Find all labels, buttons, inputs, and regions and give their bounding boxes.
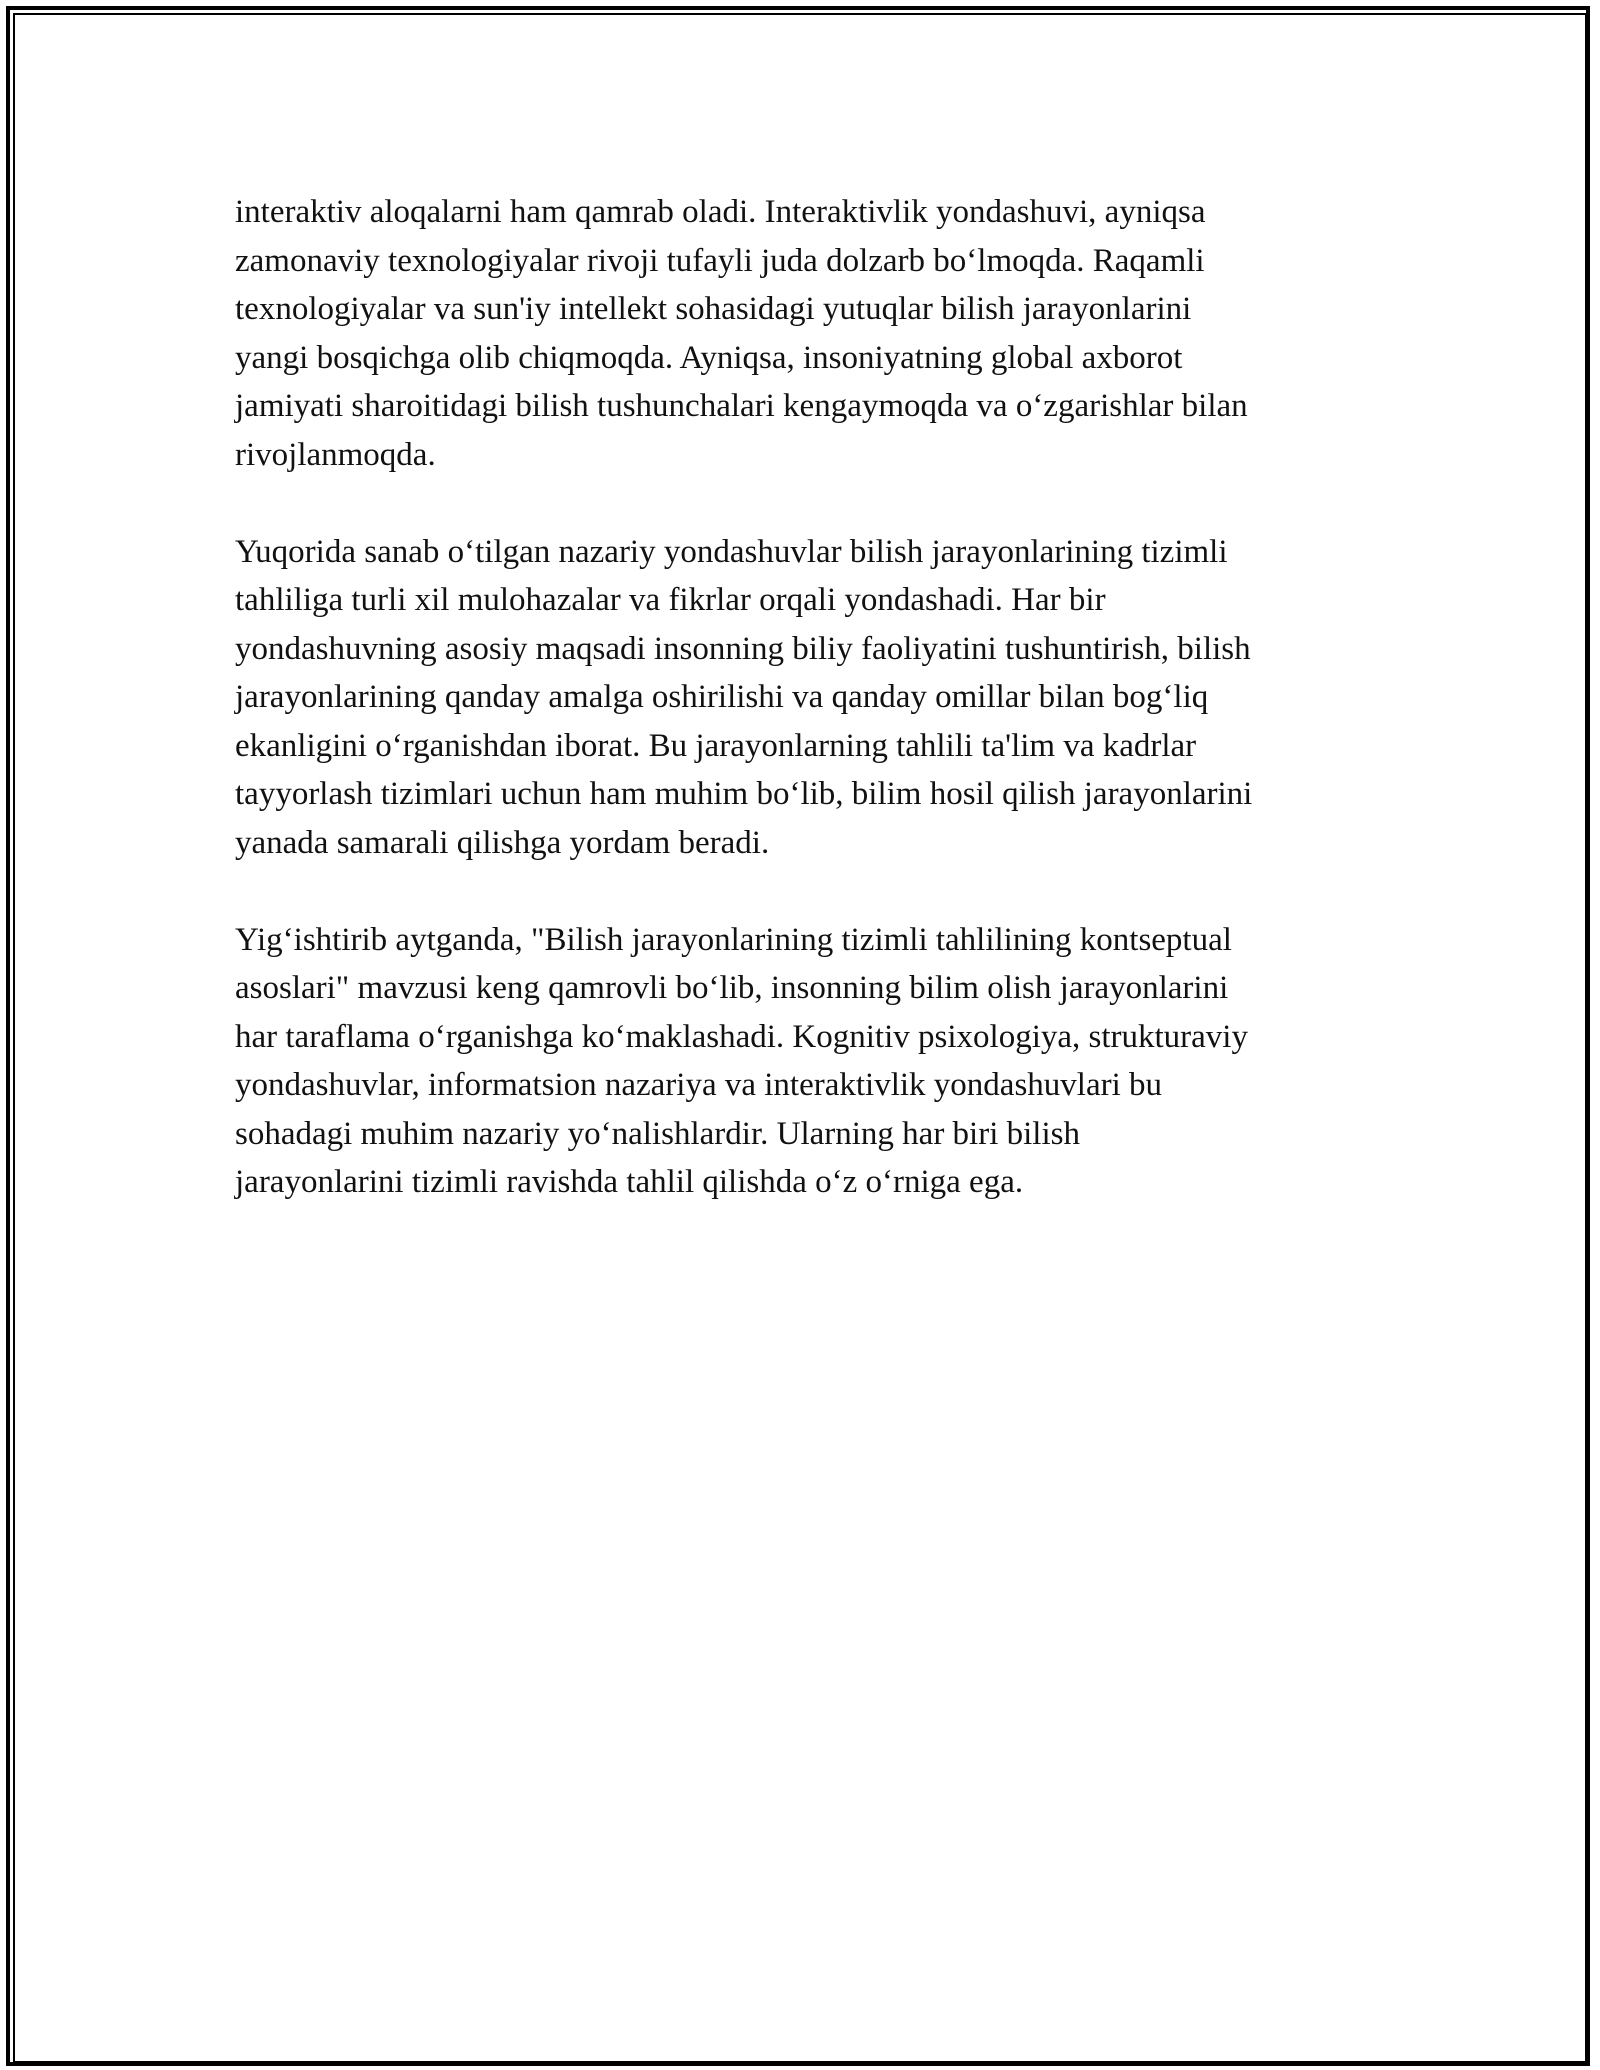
- text-line: rivojlanmoqda.: [235, 436, 436, 473]
- text-line: yanada samarali qilishga yordam beradi.: [235, 824, 770, 861]
- text-line: jamiyati sharoitidagi bilish tushunchalari kengaymoqda va o‘zgarishlar bilan: [235, 388, 1248, 424]
- text-line: Yig‘ishtirib aytganda, "Bilish jarayonlarining tizimli tahlilining kontseptual: [235, 921, 1232, 958]
- text-line: har taraflama o‘rganishga ko‘maklashadi. Kognitiv psixologiya, strukturaviy: [235, 1018, 1248, 1055]
- text-line: Yuqorida sanab o‘tilgan nazariy yondashuvlar bilish jarayonlarining tizimli: [235, 533, 1228, 570]
- paragraph-3: [235, 916, 1375, 1207]
- text-line: tayyorlash tizimlari uchun ham muhim bo‘lib, bilim hosil qilish jarayonlarini: [235, 776, 1253, 812]
- text-line: yondashuvning asosiy maqsadi insonning biliy faoliyatini tushuntirish, bilish: [235, 630, 1251, 667]
- paragraph-spacer: [235, 867, 1375, 916]
- text-line: yangi bosqichga olib chiqmoqda. Ayniqsa, insoniyatning global axborot: [235, 339, 1183, 376]
- paragraph-1: [235, 188, 1375, 479]
- text-line: yondashuvlar, informatsion nazariya va interaktivlik yondashuvlari bu: [235, 1067, 1163, 1103]
- text-line: asoslari" mavzusi keng qamrovli bo‘lib, insonning bilim olish jarayonlarini: [235, 970, 1229, 1006]
- text-line: texnologiyalar va sun'iy intellekt sohasidagi yutuqlar bilish jarayonlarini: [235, 291, 1192, 327]
- text-line: ekanligini o‘rganishdan iborat. Bu jarayonlarning tahlili ta'lim va kadrlar: [235, 727, 1197, 764]
- text-line: tahliliga turli xil mulohazalar va fikrlar orqali yondashadi. Har bir: [235, 582, 1106, 618]
- text-line: sohadagi muhim nazariy yo‘nalishlardir. Ularning har biri bilish: [235, 1115, 1080, 1152]
- text-line: jarayonlarining qanday amalga oshirilishi va qanday omillar bilan bog‘liq: [235, 679, 1209, 715]
- text-line: jarayonlarini tizimli ravishda tahlil qilishda o‘z o‘rniga ega.: [235, 1164, 1024, 1200]
- document-body: [235, 188, 1375, 1207]
- paragraph-spacer: [235, 479, 1375, 528]
- paragraph-2: [235, 528, 1375, 868]
- text-line: zamonaviy texnologiyalar rivoji tufayli juda dolzarb bo‘lmoqda. Raqamli: [235, 242, 1205, 279]
- text-line: interaktiv aloqalarni ham qamrab oladi. Interaktivlik yondashuvi, ayniqsa: [235, 194, 1206, 230]
